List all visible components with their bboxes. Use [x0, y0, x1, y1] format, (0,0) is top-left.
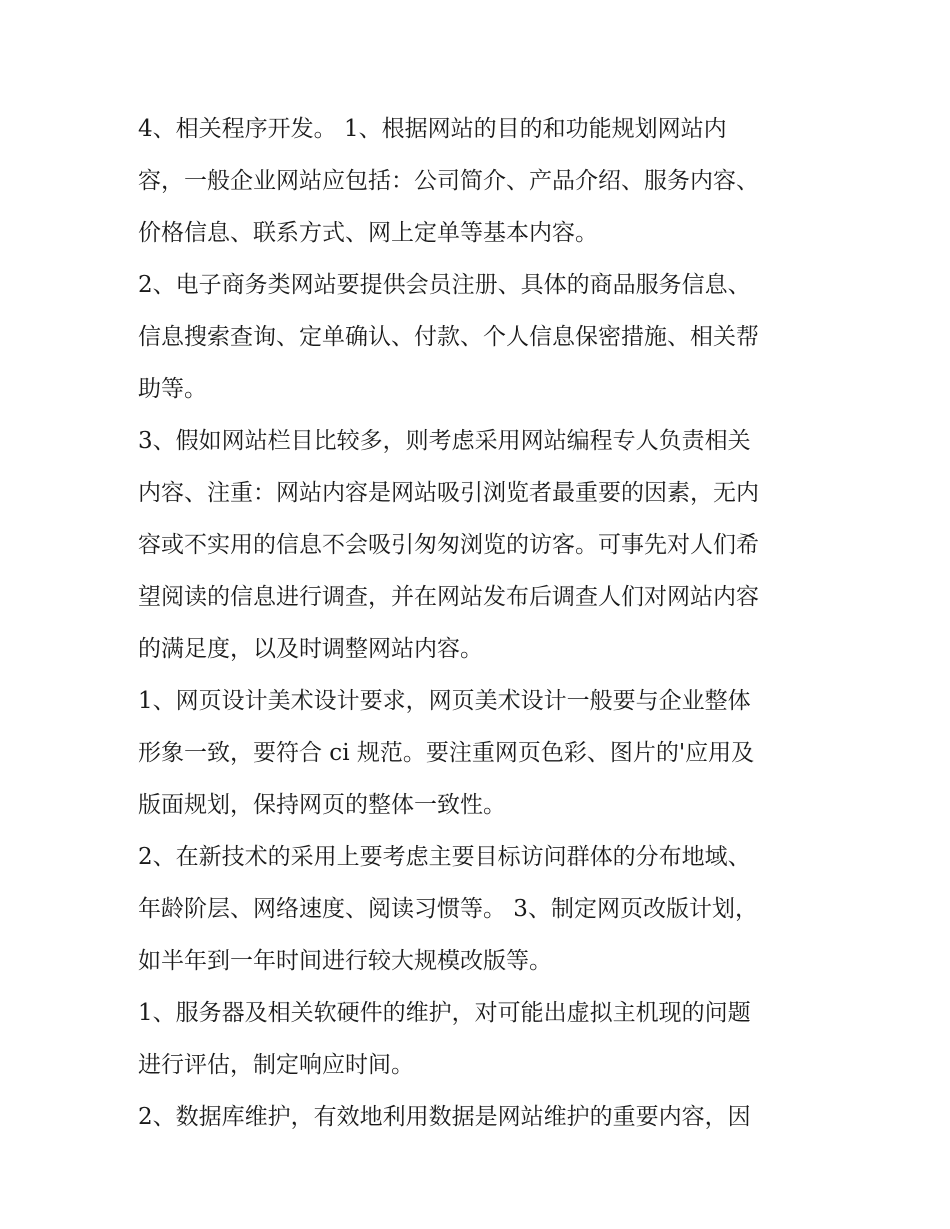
paragraph	[138, 1098, 828, 1150]
text-line: 容，一般企业网站应包括：公司简介、产品介绍、服务内容、	[138, 168, 759, 194]
paragraph	[138, 682, 828, 838]
text-line: 信息搜索查询、定单确认、付款、个人信息保密措施、相关帮	[138, 324, 759, 350]
text-line: 3、假如网站栏目比较多，则考虑采用网站编程专人负责相关	[138, 428, 751, 454]
text-line: 年龄阶层、网络速度、阅读习惯等。 3、制定网页改版计划，	[138, 896, 758, 922]
text-line: 2、在新技术的采用上要考虑主要目标访问群体的分布地域、	[138, 844, 751, 870]
paragraph	[138, 422, 828, 682]
text-line: 4、相关程序开发。 1、根据网站的目的和功能规划网站内	[138, 116, 727, 142]
text-line: 2、数据库维护，有效地利用数据是网站维护的重要内容，因	[138, 1104, 751, 1130]
text-line: 内容、注重：网站内容是网站吸引浏览者最重要的因素，无内	[138, 480, 759, 506]
text-line: 版面规划，保持网页的整体一致性。	[138, 792, 506, 818]
text-line: 2、电子商务类网站要提供会员注册、具体的商品服务信息、	[138, 272, 751, 298]
text-line: 容或不实用的信息不会吸引匆匆浏览的访客。可事先对人们希	[138, 532, 759, 558]
text-line: 的满足度，以及时调整网站内容。	[138, 636, 483, 662]
text-line: 价格信息、联系方式、网上定单等基本内容。	[138, 220, 598, 246]
document-body	[138, 110, 828, 1150]
paragraph	[138, 994, 828, 1098]
text-line: 1、服务器及相关软硬件的维护，对可能出虚拟主机现的问题	[138, 1000, 751, 1026]
text-line: 望阅读的信息进行调查，并在网站发布后调查人们对网站内容	[138, 584, 759, 610]
text-line: 1、网页设计美术设计要求，网页美术设计一般要与企业整体	[138, 688, 751, 714]
text-line: 如半年到一年时间进行较大规模改版等。	[138, 948, 552, 974]
paragraph	[138, 266, 828, 422]
paragraph	[138, 838, 828, 994]
text-line: 形象一致，要符合 ci 规范。要注重网页色彩、图片的'应用及	[138, 740, 755, 766]
text-line: 进行评估，制定响应时间。	[138, 1052, 414, 1078]
paragraph	[138, 110, 828, 266]
text-line: 助等。	[138, 376, 207, 402]
